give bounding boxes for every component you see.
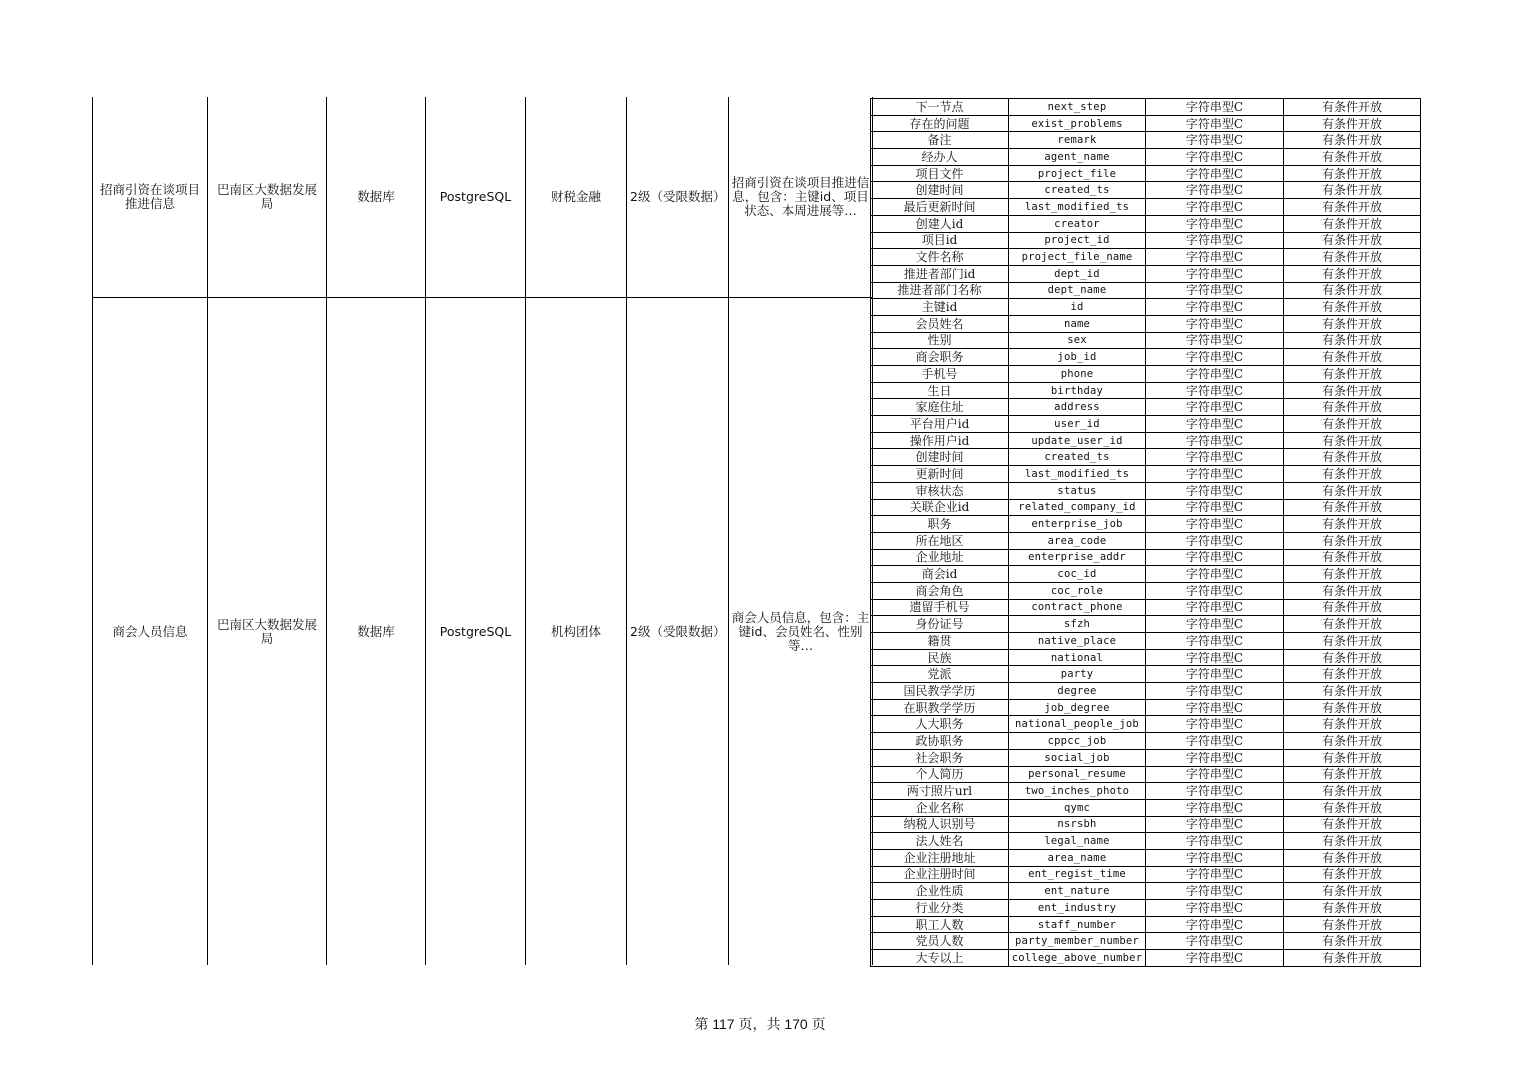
field-open-cell: 有条件开放 [1284, 766, 1421, 783]
field-en-name-cell: id [1009, 299, 1146, 316]
field-open-cell: 有条件开放 [1284, 99, 1421, 116]
field-en-name-cell: area_code [1009, 532, 1146, 549]
field-open-cell: 有条件开放 [1284, 733, 1421, 750]
field-en-name-cell: created_ts [1009, 449, 1146, 466]
field-row [871, 783, 1421, 800]
resource-name-cell: 招商引资在谈项目推进信息 [93, 97, 208, 298]
field-cn-name-cell: 推进者部门id [871, 265, 1009, 282]
field-type-cell: 字符串型C [1146, 399, 1284, 416]
field-cn-name-cell: 更新时间 [871, 466, 1009, 483]
field-cn-name-cell: 所在地区 [871, 532, 1009, 549]
field-open-cell: 有条件开放 [1284, 332, 1421, 349]
field-en-name-cell: cppcc_job [1009, 733, 1146, 750]
field-type-cell: 字符串型C [1146, 749, 1284, 766]
description-cell: 招商引资在谈项目推进信息，包含：主键id、项目状态、本周进展等… [729, 97, 873, 298]
field-en-name-cell: sex [1009, 332, 1146, 349]
field-cn-name-cell: 纳税人识别号 [871, 816, 1009, 833]
field-row [871, 199, 1421, 216]
field-open-cell: 有条件开放 [1284, 315, 1421, 332]
field-cn-name-cell: 人大职务 [871, 716, 1009, 733]
field-cn-name-cell: 性别 [871, 332, 1009, 349]
field-open-cell: 有条件开放 [1284, 399, 1421, 416]
field-cn-name-cell: 遗留手机号 [871, 599, 1009, 616]
field-row [871, 582, 1421, 599]
field-en-name-cell: enterprise_job [1009, 516, 1146, 533]
field-en-name-cell: project_id [1009, 232, 1146, 249]
field-en-name-cell: address [1009, 399, 1146, 416]
field-cn-name-cell: 大专以上 [871, 950, 1009, 967]
field-en-name-cell: sfzh [1009, 616, 1146, 633]
field-en-name-cell: qymc [1009, 799, 1146, 816]
field-type-cell: 字符串型C [1146, 950, 1284, 967]
field-cn-name-cell: 政协职务 [871, 733, 1009, 750]
field-row [871, 883, 1421, 900]
field-open-cell: 有条件开放 [1284, 232, 1421, 249]
field-row [871, 366, 1421, 383]
category-cell: 机构团体 [526, 298, 627, 966]
field-cn-name-cell: 会员姓名 [871, 315, 1009, 332]
field-cn-name-cell: 党员人数 [871, 933, 1009, 950]
field-row [871, 516, 1421, 533]
field-open-cell: 有条件开放 [1284, 783, 1421, 800]
record-row [93, 97, 873, 298]
field-en-name-cell: update_user_id [1009, 432, 1146, 449]
field-row [871, 349, 1421, 366]
field-en-name-cell: enterprise_addr [1009, 549, 1146, 566]
field-row [871, 99, 1421, 116]
field-type-cell: 字符串型C [1146, 349, 1284, 366]
field-row [871, 599, 1421, 616]
field-en-name-cell: native_place [1009, 633, 1146, 650]
field-type-cell: 字符串型C [1146, 466, 1284, 483]
field-row [871, 749, 1421, 766]
field-cn-name-cell: 社会职务 [871, 749, 1009, 766]
field-type-cell: 字符串型C [1146, 416, 1284, 433]
field-open-cell: 有条件开放 [1284, 816, 1421, 833]
field-row [871, 249, 1421, 266]
field-cn-name-cell: 推进者部门名称 [871, 282, 1009, 299]
field-en-name-cell: ent_regist_time [1009, 866, 1146, 883]
field-en-name-cell: project_file [1009, 165, 1146, 182]
field-type-cell: 字符串型C [1146, 199, 1284, 216]
field-type-cell: 字符串型C [1146, 149, 1284, 166]
field-en-name-cell: remark [1009, 132, 1146, 149]
field-row [871, 265, 1421, 282]
field-open-cell: 有条件开放 [1284, 616, 1421, 633]
field-type-cell: 字符串型C [1146, 449, 1284, 466]
field-open-cell: 有条件开放 [1284, 582, 1421, 599]
field-open-cell: 有条件开放 [1284, 249, 1421, 266]
field-row [871, 733, 1421, 750]
department-cell: 巴南区大数据发展局 [208, 298, 327, 966]
field-type-cell: 字符串型C [1146, 699, 1284, 716]
field-row [871, 849, 1421, 866]
field-row [871, 616, 1421, 633]
field-open-cell: 有条件开放 [1284, 215, 1421, 232]
field-cn-name-cell: 商会职务 [871, 349, 1009, 366]
field-open-cell: 有条件开放 [1284, 883, 1421, 900]
field-type-cell: 字符串型C [1146, 649, 1284, 666]
field-row [871, 282, 1421, 299]
field-cn-name-cell: 身份证号 [871, 616, 1009, 633]
field-type-cell: 字符串型C [1146, 549, 1284, 566]
field-row [871, 833, 1421, 850]
field-open-cell: 有条件开放 [1284, 633, 1421, 650]
field-open-cell: 有条件开放 [1284, 683, 1421, 700]
level-cell: 2级（受限数据） [627, 298, 729, 966]
field-type-cell: 字符串型C [1146, 382, 1284, 399]
field-row [871, 432, 1421, 449]
field-type-cell: 字符串型C [1146, 299, 1284, 316]
field-cn-name-cell: 企业名称 [871, 799, 1009, 816]
field-open-cell: 有条件开放 [1284, 182, 1421, 199]
field-row [871, 132, 1421, 149]
field-open-cell: 有条件开放 [1284, 699, 1421, 716]
field-cn-name-cell: 企业性质 [871, 883, 1009, 900]
field-open-cell: 有条件开放 [1284, 950, 1421, 967]
field-open-cell: 有条件开放 [1284, 449, 1421, 466]
field-type-cell: 字符串型C [1146, 215, 1284, 232]
field-cn-name-cell: 项目文件 [871, 165, 1009, 182]
field-row [871, 149, 1421, 166]
field-open-cell: 有条件开放 [1284, 933, 1421, 950]
field-type-cell: 字符串型C [1146, 499, 1284, 516]
field-open-cell: 有条件开放 [1284, 499, 1421, 516]
field-row [871, 633, 1421, 650]
field-row [871, 900, 1421, 917]
field-type-cell: 字符串型C [1146, 182, 1284, 199]
field-type-cell: 字符串型C [1146, 933, 1284, 950]
field-cn-name-cell: 生日 [871, 382, 1009, 399]
field-type-cell: 字符串型C [1146, 799, 1284, 816]
storage-cell: 数据库 [327, 97, 426, 298]
field-cn-name-cell: 主键id [871, 299, 1009, 316]
record-row [93, 298, 873, 966]
field-open-cell: 有条件开放 [1284, 165, 1421, 182]
field-type-cell: 字符串型C [1146, 482, 1284, 499]
field-open-cell: 有条件开放 [1284, 916, 1421, 933]
field-row [871, 666, 1421, 683]
field-open-cell: 有条件开放 [1284, 833, 1421, 850]
field-en-name-cell: birthday [1009, 382, 1146, 399]
field-type-cell: 字符串型C [1146, 766, 1284, 783]
field-en-name-cell: agent_name [1009, 149, 1146, 166]
field-type-cell: 字符串型C [1146, 616, 1284, 633]
field-cn-name-cell: 操作用户id [871, 432, 1009, 449]
field-type-cell: 字符串型C [1146, 232, 1284, 249]
field-open-cell: 有条件开放 [1284, 466, 1421, 483]
field-cn-name-cell: 在职教学学历 [871, 699, 1009, 716]
field-open-cell: 有条件开放 [1284, 199, 1421, 216]
field-cn-name-cell: 存在的问题 [871, 115, 1009, 132]
field-type-cell: 字符串型C [1146, 566, 1284, 583]
field-type-cell: 字符串型C [1146, 716, 1284, 733]
field-en-name-cell: phone [1009, 366, 1146, 383]
field-cn-name-cell: 民族 [871, 649, 1009, 666]
field-cn-name-cell: 手机号 [871, 366, 1009, 383]
field-open-cell: 有条件开放 [1284, 382, 1421, 399]
field-cn-name-cell: 国民教学学历 [871, 683, 1009, 700]
field-row [871, 549, 1421, 566]
field-row [871, 950, 1421, 967]
field-type-cell: 字符串型C [1146, 883, 1284, 900]
field-type-cell: 字符串型C [1146, 866, 1284, 883]
field-type-cell: 字符串型C [1146, 916, 1284, 933]
level-cell: 2级（受限数据） [627, 97, 729, 298]
field-cn-name-cell: 个人简历 [871, 766, 1009, 783]
field-row [871, 566, 1421, 583]
field-cn-name-cell: 创建人id [871, 215, 1009, 232]
field-open-cell: 有条件开放 [1284, 866, 1421, 883]
field-type-cell: 字符串型C [1146, 582, 1284, 599]
field-cn-name-cell: 行业分类 [871, 900, 1009, 917]
field-en-name-cell: area_name [1009, 849, 1146, 866]
field-en-name-cell: party [1009, 666, 1146, 683]
field-cn-name-cell: 平台用户id [871, 416, 1009, 433]
field-row [871, 532, 1421, 549]
field-type-cell: 字符串型C [1146, 165, 1284, 182]
field-open-cell: 有条件开放 [1284, 649, 1421, 666]
field-cn-name-cell: 项目id [871, 232, 1009, 249]
field-type-cell: 字符串型C [1146, 532, 1284, 549]
field-open-cell: 有条件开放 [1284, 482, 1421, 499]
field-en-name-cell: social_job [1009, 749, 1146, 766]
field-row [871, 416, 1421, 433]
field-open-cell: 有条件开放 [1284, 749, 1421, 766]
field-row [871, 165, 1421, 182]
field-type-cell: 字符串型C [1146, 816, 1284, 833]
field-open-cell: 有条件开放 [1284, 666, 1421, 683]
field-row [871, 699, 1421, 716]
field-en-name-cell: college_above_number [1009, 950, 1146, 967]
field-open-cell: 有条件开放 [1284, 349, 1421, 366]
field-en-name-cell: user_id [1009, 416, 1146, 433]
field-cn-name-cell: 职工人数 [871, 916, 1009, 933]
field-type-cell: 字符串型C [1146, 849, 1284, 866]
field-row [871, 399, 1421, 416]
field-type-cell: 字符串型C [1146, 633, 1284, 650]
field-open-cell: 有条件开放 [1284, 265, 1421, 282]
field-row [871, 683, 1421, 700]
field-cn-name-cell: 党派 [871, 666, 1009, 683]
field-cn-name-cell: 创建时间 [871, 449, 1009, 466]
field-cn-name-cell: 商会角色 [871, 582, 1009, 599]
field-en-name-cell: national [1009, 649, 1146, 666]
field-row [871, 232, 1421, 249]
database-cell: PostgreSQL [426, 97, 526, 298]
fields-table [870, 98, 1421, 967]
field-type-cell: 字符串型C [1146, 683, 1284, 700]
description-cell: 商会人员信息，包含：主键id、会员姓名、性别等… [729, 298, 873, 966]
field-en-name-cell: status [1009, 482, 1146, 499]
field-type-cell: 字符串型C [1146, 282, 1284, 299]
field-en-name-cell: job_degree [1009, 699, 1146, 716]
field-open-cell: 有条件开放 [1284, 132, 1421, 149]
field-cn-name-cell: 企业地址 [871, 549, 1009, 566]
field-type-cell: 字符串型C [1146, 332, 1284, 349]
field-en-name-cell: two_inches_photo [1009, 783, 1146, 800]
field-open-cell: 有条件开放 [1284, 366, 1421, 383]
field-cn-name-cell: 企业注册地址 [871, 849, 1009, 866]
field-row [871, 115, 1421, 132]
field-open-cell: 有条件开放 [1284, 566, 1421, 583]
field-en-name-cell: last_modified_ts [1009, 466, 1146, 483]
field-cn-name-cell: 职务 [871, 516, 1009, 533]
field-en-name-cell: national_people_job [1009, 716, 1146, 733]
field-en-name-cell: last_modified_ts [1009, 199, 1146, 216]
field-row [871, 182, 1421, 199]
field-type-cell: 字符串型C [1146, 99, 1284, 116]
field-row [871, 382, 1421, 399]
resource-name-cell: 商会人员信息 [93, 298, 208, 966]
field-type-cell: 字符串型C [1146, 315, 1284, 332]
field-row [871, 716, 1421, 733]
field-open-cell: 有条件开放 [1284, 516, 1421, 533]
field-en-name-cell: nsrsbh [1009, 816, 1146, 833]
field-cn-name-cell: 法人姓名 [871, 833, 1009, 850]
field-en-name-cell: personal_resume [1009, 766, 1146, 783]
field-cn-name-cell: 下一节点 [871, 99, 1009, 116]
field-row [871, 816, 1421, 833]
field-open-cell: 有条件开放 [1284, 115, 1421, 132]
field-cn-name-cell: 企业注册时间 [871, 866, 1009, 883]
field-type-cell: 字符串型C [1146, 249, 1284, 266]
field-cn-name-cell: 创建时间 [871, 182, 1009, 199]
field-cn-name-cell: 关联企业id [871, 499, 1009, 516]
category-cell: 财税金融 [526, 97, 627, 298]
field-en-name-cell: name [1009, 315, 1146, 332]
field-row [871, 482, 1421, 499]
field-open-cell: 有条件开放 [1284, 416, 1421, 433]
field-en-name-cell: dept_id [1009, 265, 1146, 282]
field-en-name-cell: party_member_number [1009, 933, 1146, 950]
storage-cell: 数据库 [327, 298, 426, 966]
field-cn-name-cell: 最后更新时间 [871, 199, 1009, 216]
field-cn-name-cell: 籍贯 [871, 633, 1009, 650]
field-en-name-cell: staff_number [1009, 916, 1146, 933]
field-en-name-cell: coc_id [1009, 566, 1146, 583]
field-cn-name-cell: 两寸照片url [871, 783, 1009, 800]
resource-table [92, 97, 873, 965]
field-cn-name-cell: 商会id [871, 566, 1009, 583]
page-footer: 第 117 页，共 170 页 [694, 1016, 826, 1032]
field-type-cell: 字符串型C [1146, 666, 1284, 683]
field-row [871, 299, 1421, 316]
field-type-cell: 字符串型C [1146, 833, 1284, 850]
field-en-name-cell: project_file_name [1009, 249, 1146, 266]
field-open-cell: 有条件开放 [1284, 716, 1421, 733]
field-row [871, 332, 1421, 349]
field-row [871, 916, 1421, 933]
field-open-cell: 有条件开放 [1284, 849, 1421, 866]
field-en-name-cell: contract_phone [1009, 599, 1146, 616]
field-type-cell: 字符串型C [1146, 265, 1284, 282]
field-en-name-cell: ent_industry [1009, 900, 1146, 917]
field-en-name-cell: exist_problems [1009, 115, 1146, 132]
field-cn-name-cell: 文件名称 [871, 249, 1009, 266]
field-type-cell: 字符串型C [1146, 366, 1284, 383]
department-cell: 巴南区大数据发展局 [208, 97, 327, 298]
field-row [871, 766, 1421, 783]
field-row [871, 866, 1421, 883]
field-en-name-cell: dept_name [1009, 282, 1146, 299]
field-open-cell: 有条件开放 [1284, 149, 1421, 166]
field-en-name-cell: creator [1009, 215, 1146, 232]
field-row [871, 799, 1421, 816]
field-en-name-cell: coc_role [1009, 582, 1146, 599]
field-open-cell: 有条件开放 [1284, 282, 1421, 299]
field-open-cell: 有条件开放 [1284, 799, 1421, 816]
field-type-cell: 字符串型C [1146, 432, 1284, 449]
field-open-cell: 有条件开放 [1284, 299, 1421, 316]
field-row [871, 933, 1421, 950]
field-en-name-cell: created_ts [1009, 182, 1146, 199]
field-open-cell: 有条件开放 [1284, 549, 1421, 566]
field-en-name-cell: legal_name [1009, 833, 1146, 850]
field-type-cell: 字符串型C [1146, 733, 1284, 750]
field-row [871, 215, 1421, 232]
field-type-cell: 字符串型C [1146, 900, 1284, 917]
field-type-cell: 字符串型C [1146, 115, 1284, 132]
field-cn-name-cell: 备注 [871, 132, 1009, 149]
field-open-cell: 有条件开放 [1284, 900, 1421, 917]
field-open-cell: 有条件开放 [1284, 532, 1421, 549]
field-cn-name-cell: 经办人 [871, 149, 1009, 166]
field-open-cell: 有条件开放 [1284, 599, 1421, 616]
field-open-cell: 有条件开放 [1284, 432, 1421, 449]
field-type-cell: 字符串型C [1146, 516, 1284, 533]
field-type-cell: 字符串型C [1146, 132, 1284, 149]
field-row [871, 449, 1421, 466]
field-en-name-cell: ent_nature [1009, 883, 1146, 900]
field-type-cell: 字符串型C [1146, 783, 1284, 800]
field-row [871, 499, 1421, 516]
database-cell: PostgreSQL [426, 298, 526, 966]
field-row [871, 315, 1421, 332]
field-en-name-cell: related_company_id [1009, 499, 1146, 516]
field-cn-name-cell: 家庭住址 [871, 399, 1009, 416]
field-row [871, 649, 1421, 666]
field-en-name-cell: next_step [1009, 99, 1146, 116]
field-cn-name-cell: 审核状态 [871, 482, 1009, 499]
field-en-name-cell: job_id [1009, 349, 1146, 366]
field-en-name-cell: degree [1009, 683, 1146, 700]
field-type-cell: 字符串型C [1146, 599, 1284, 616]
field-row [871, 466, 1421, 483]
